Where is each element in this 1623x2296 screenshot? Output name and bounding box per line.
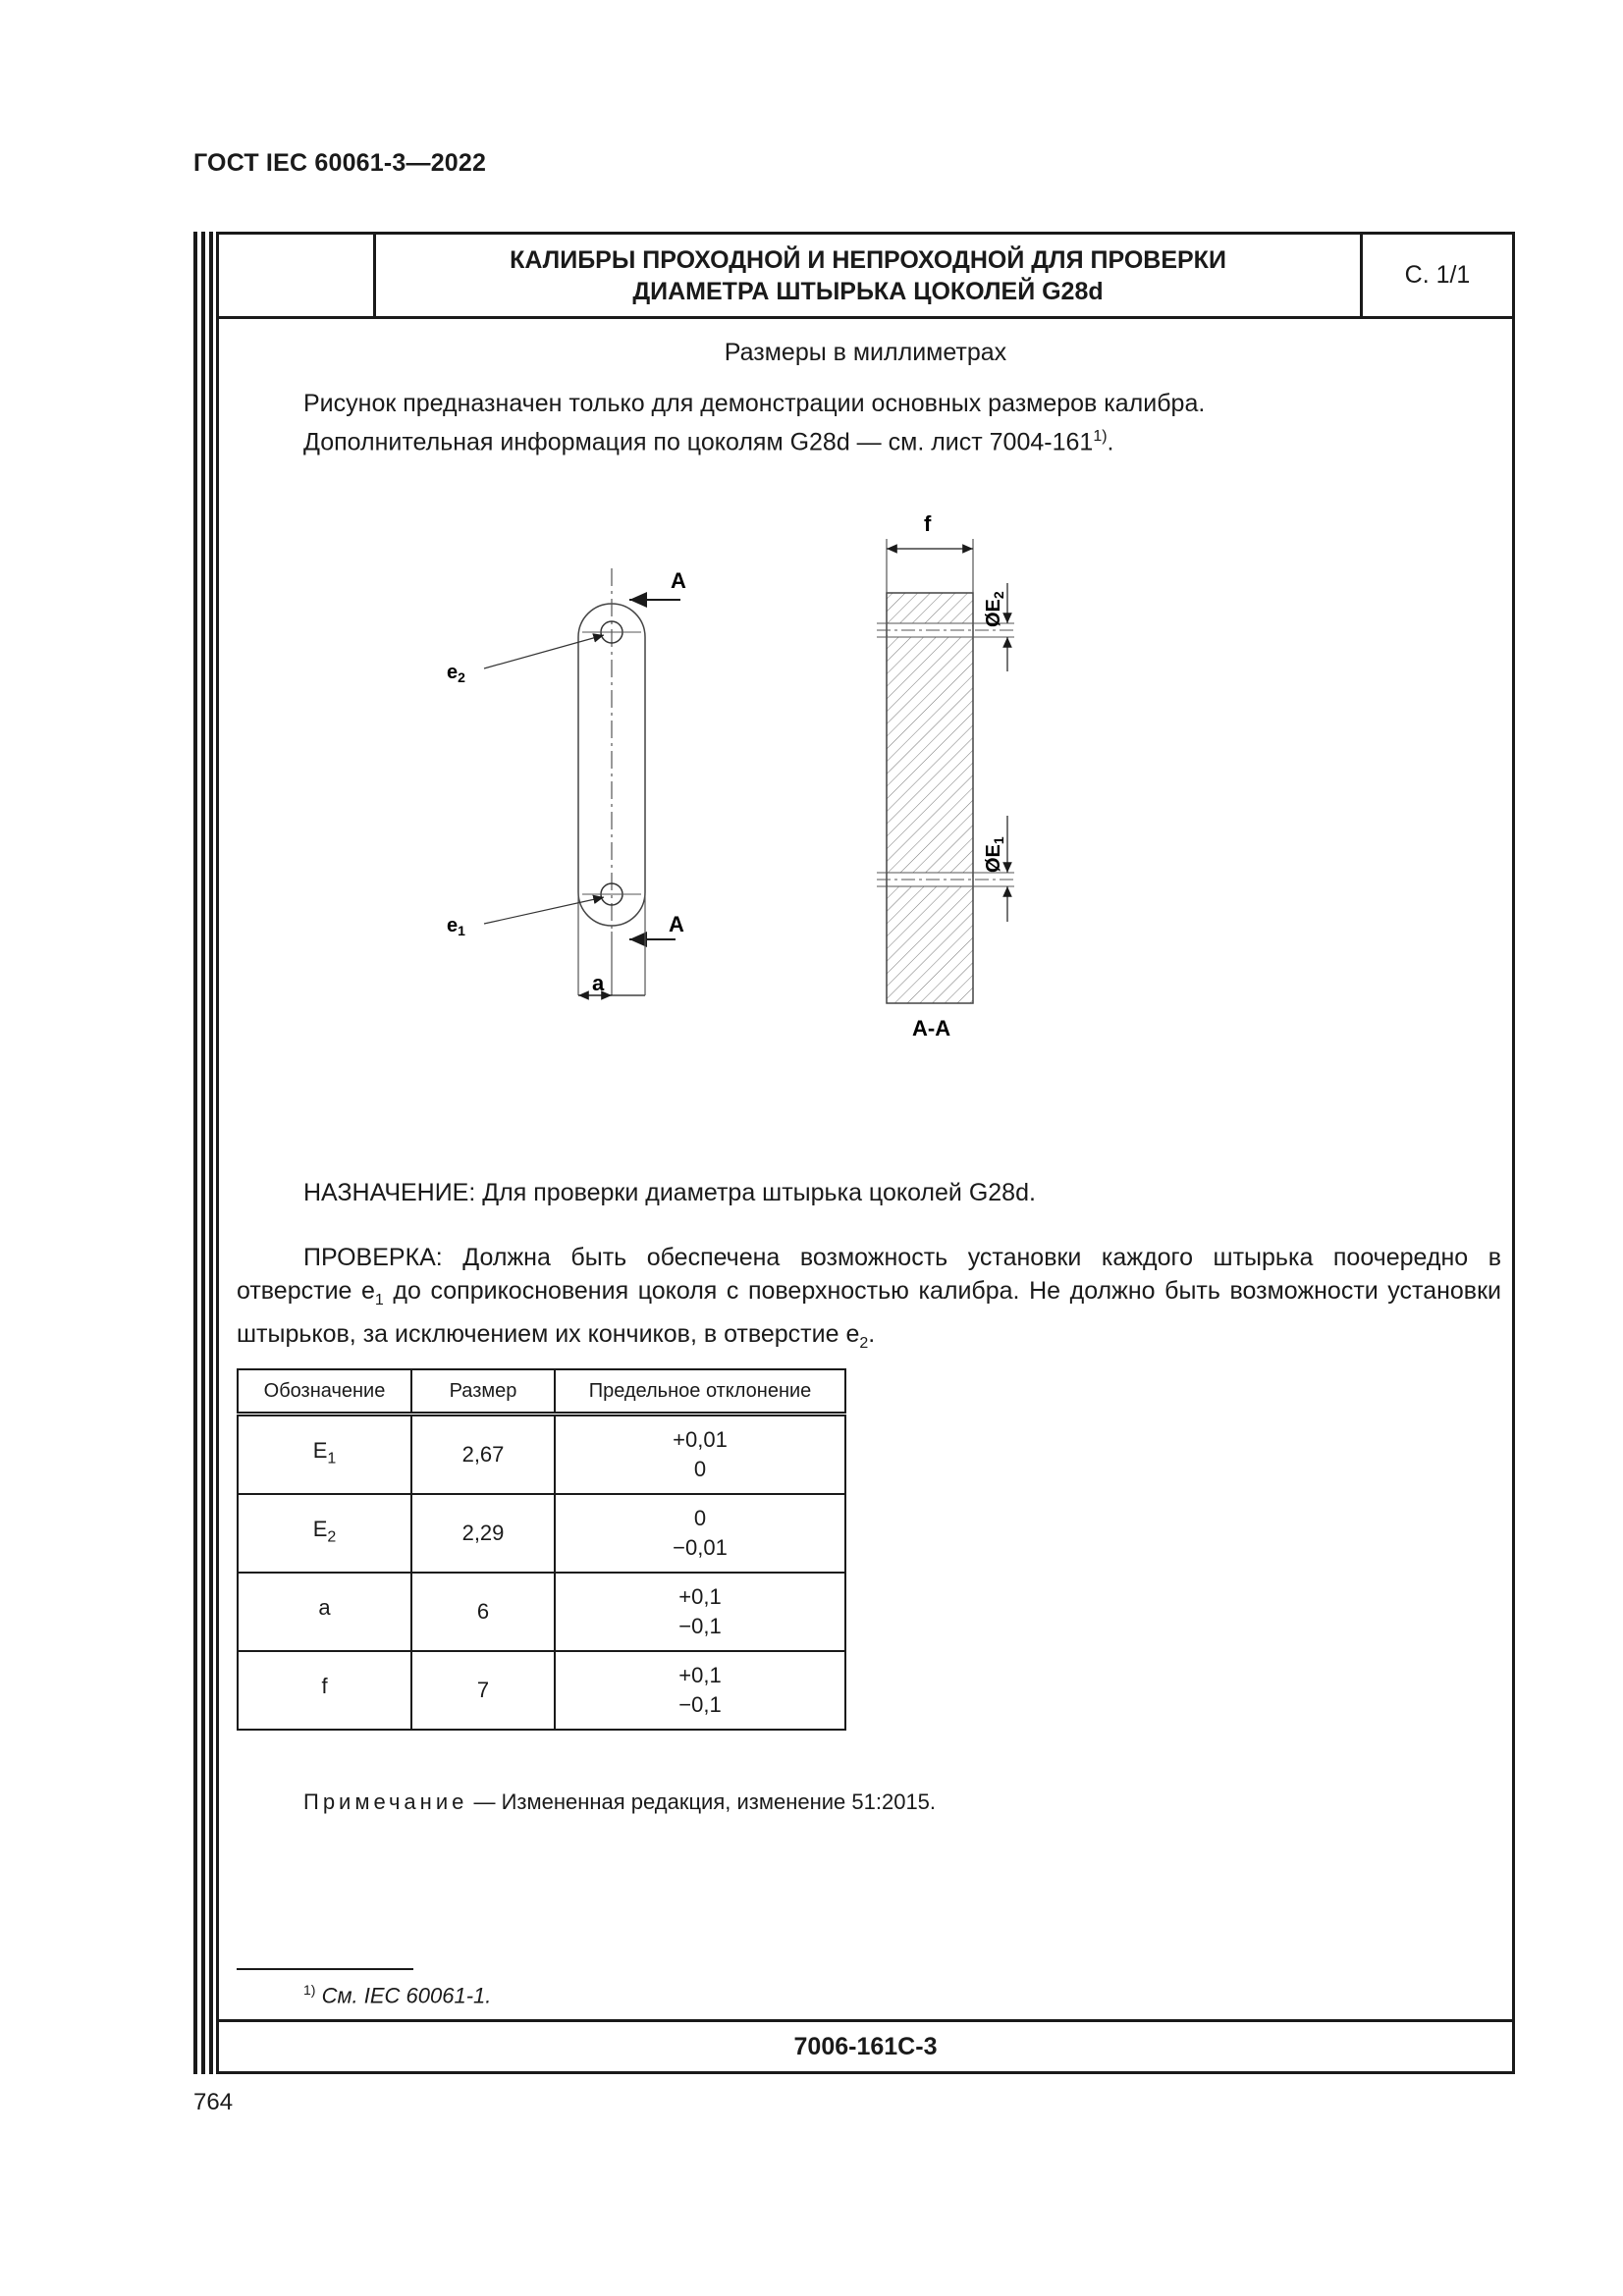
footnote: $^{1)}$ См. IEC 60061-1. <box>303 1982 492 2008</box>
label-a: a <box>592 971 605 995</box>
dimensions-table <box>237 1368 846 1731</box>
column-header: Обозначение <box>238 1369 411 1415</box>
label-section-a-bottom: A <box>669 912 684 936</box>
table-row <box>238 1651 845 1730</box>
check-paragraph: ПРОВЕРКА: Должна быть обеспечена возможность установки каждого штырька поочередно в отверстие $e_1$ до соприкосновения цоколя с поверхностью калибра. Не должно быть возможности установки штырьков, за исключением их кончиков, в отверстие $e_2$. <box>237 1244 1501 1352</box>
column-header: Предельное отклонение <box>555 1369 845 1415</box>
intro-line1: Рисунок предназначен только для демонстрации основных размеров калибра. <box>303 390 1206 417</box>
sheet-title-row <box>219 235 1512 319</box>
size-cell: 2,29 <box>411 1494 555 1573</box>
standard-sheet <box>216 232 1515 2074</box>
size-cell: 2,67 <box>411 1415 555 1495</box>
sheet-number: 7006-161C-3 <box>219 2019 1512 2071</box>
sheet-title <box>376 235 1363 316</box>
intro-paragraph <box>303 387 1482 458</box>
tolerance-cell: +0,1 −0,1 <box>555 1573 845 1651</box>
footnote-ref[interactable]: 1) <box>1093 428 1108 445</box>
symbol-cell: f <box>238 1651 411 1730</box>
symbol-cell: a <box>238 1573 411 1651</box>
table-row <box>238 1494 845 1573</box>
tolerance-cell: +0,1 −0,1 <box>555 1651 845 1730</box>
label-diameter-e2: $ØE_2$ <box>983 591 1006 627</box>
standard-header: ГОСТ IEC 60061-3—2022 <box>193 149 487 177</box>
table-row <box>238 1415 845 1495</box>
label-section-a-top: A <box>671 568 686 593</box>
label-e2: $e_2$ <box>447 662 465 685</box>
sheet-title-line2: ДИАМЕТРА ШТЫРЬКА ЦОКОЛЕЙ G28d <box>632 277 1104 305</box>
margin-bar <box>209 232 213 2074</box>
sheet-page-ref: С. 1/1 <box>1404 261 1471 289</box>
intro-line2: Дополнительная информация по цоколям G28d — см. лист 7004-161$^{1)}$. <box>303 428 1114 456</box>
margin-bar <box>201 232 205 2074</box>
sheet-title-line1: КАЛИБРЫ ПРОХОДНОЙ И НЕПРОХОДНОЙ ДЛЯ ПРОВЕРКИ <box>510 245 1226 274</box>
column-header: Размер <box>411 1369 555 1415</box>
label-section-aa: A-A <box>912 1016 951 1041</box>
gauge-drawing <box>447 500 1407 1157</box>
title-blank-cell <box>219 235 376 316</box>
label-f: f <box>924 511 932 536</box>
symbol-cell: $E_1$ <box>238 1415 411 1495</box>
table-row <box>238 1573 845 1651</box>
tolerance-cell: +0,01 0 <box>555 1415 845 1495</box>
label-diameter-e1: $ØE_1$ <box>983 836 1006 873</box>
gauge-front-view <box>484 568 680 995</box>
purpose-paragraph: НАЗНАЧЕНИЕ: Для проверки диаметра штырька цоколей G28d. <box>303 1179 1036 1206</box>
page-number: 764 <box>193 2089 234 2115</box>
label-e1: $e_1$ <box>447 915 465 938</box>
symbol-cell: $E_2$ <box>238 1494 411 1573</box>
note-paragraph: Примечание — Измененная редакция, изменение 51:2015. <box>303 1789 937 1814</box>
size-cell: 6 <box>411 1573 555 1651</box>
footnote-separator <box>237 1968 413 1970</box>
margin-bar <box>193 232 197 2074</box>
size-cell: 7 <box>411 1651 555 1730</box>
table-header-row <box>238 1369 845 1415</box>
units-note: Размеры в миллиметрах <box>724 339 1007 366</box>
tolerance-cell: 0 −0,01 <box>555 1494 845 1573</box>
